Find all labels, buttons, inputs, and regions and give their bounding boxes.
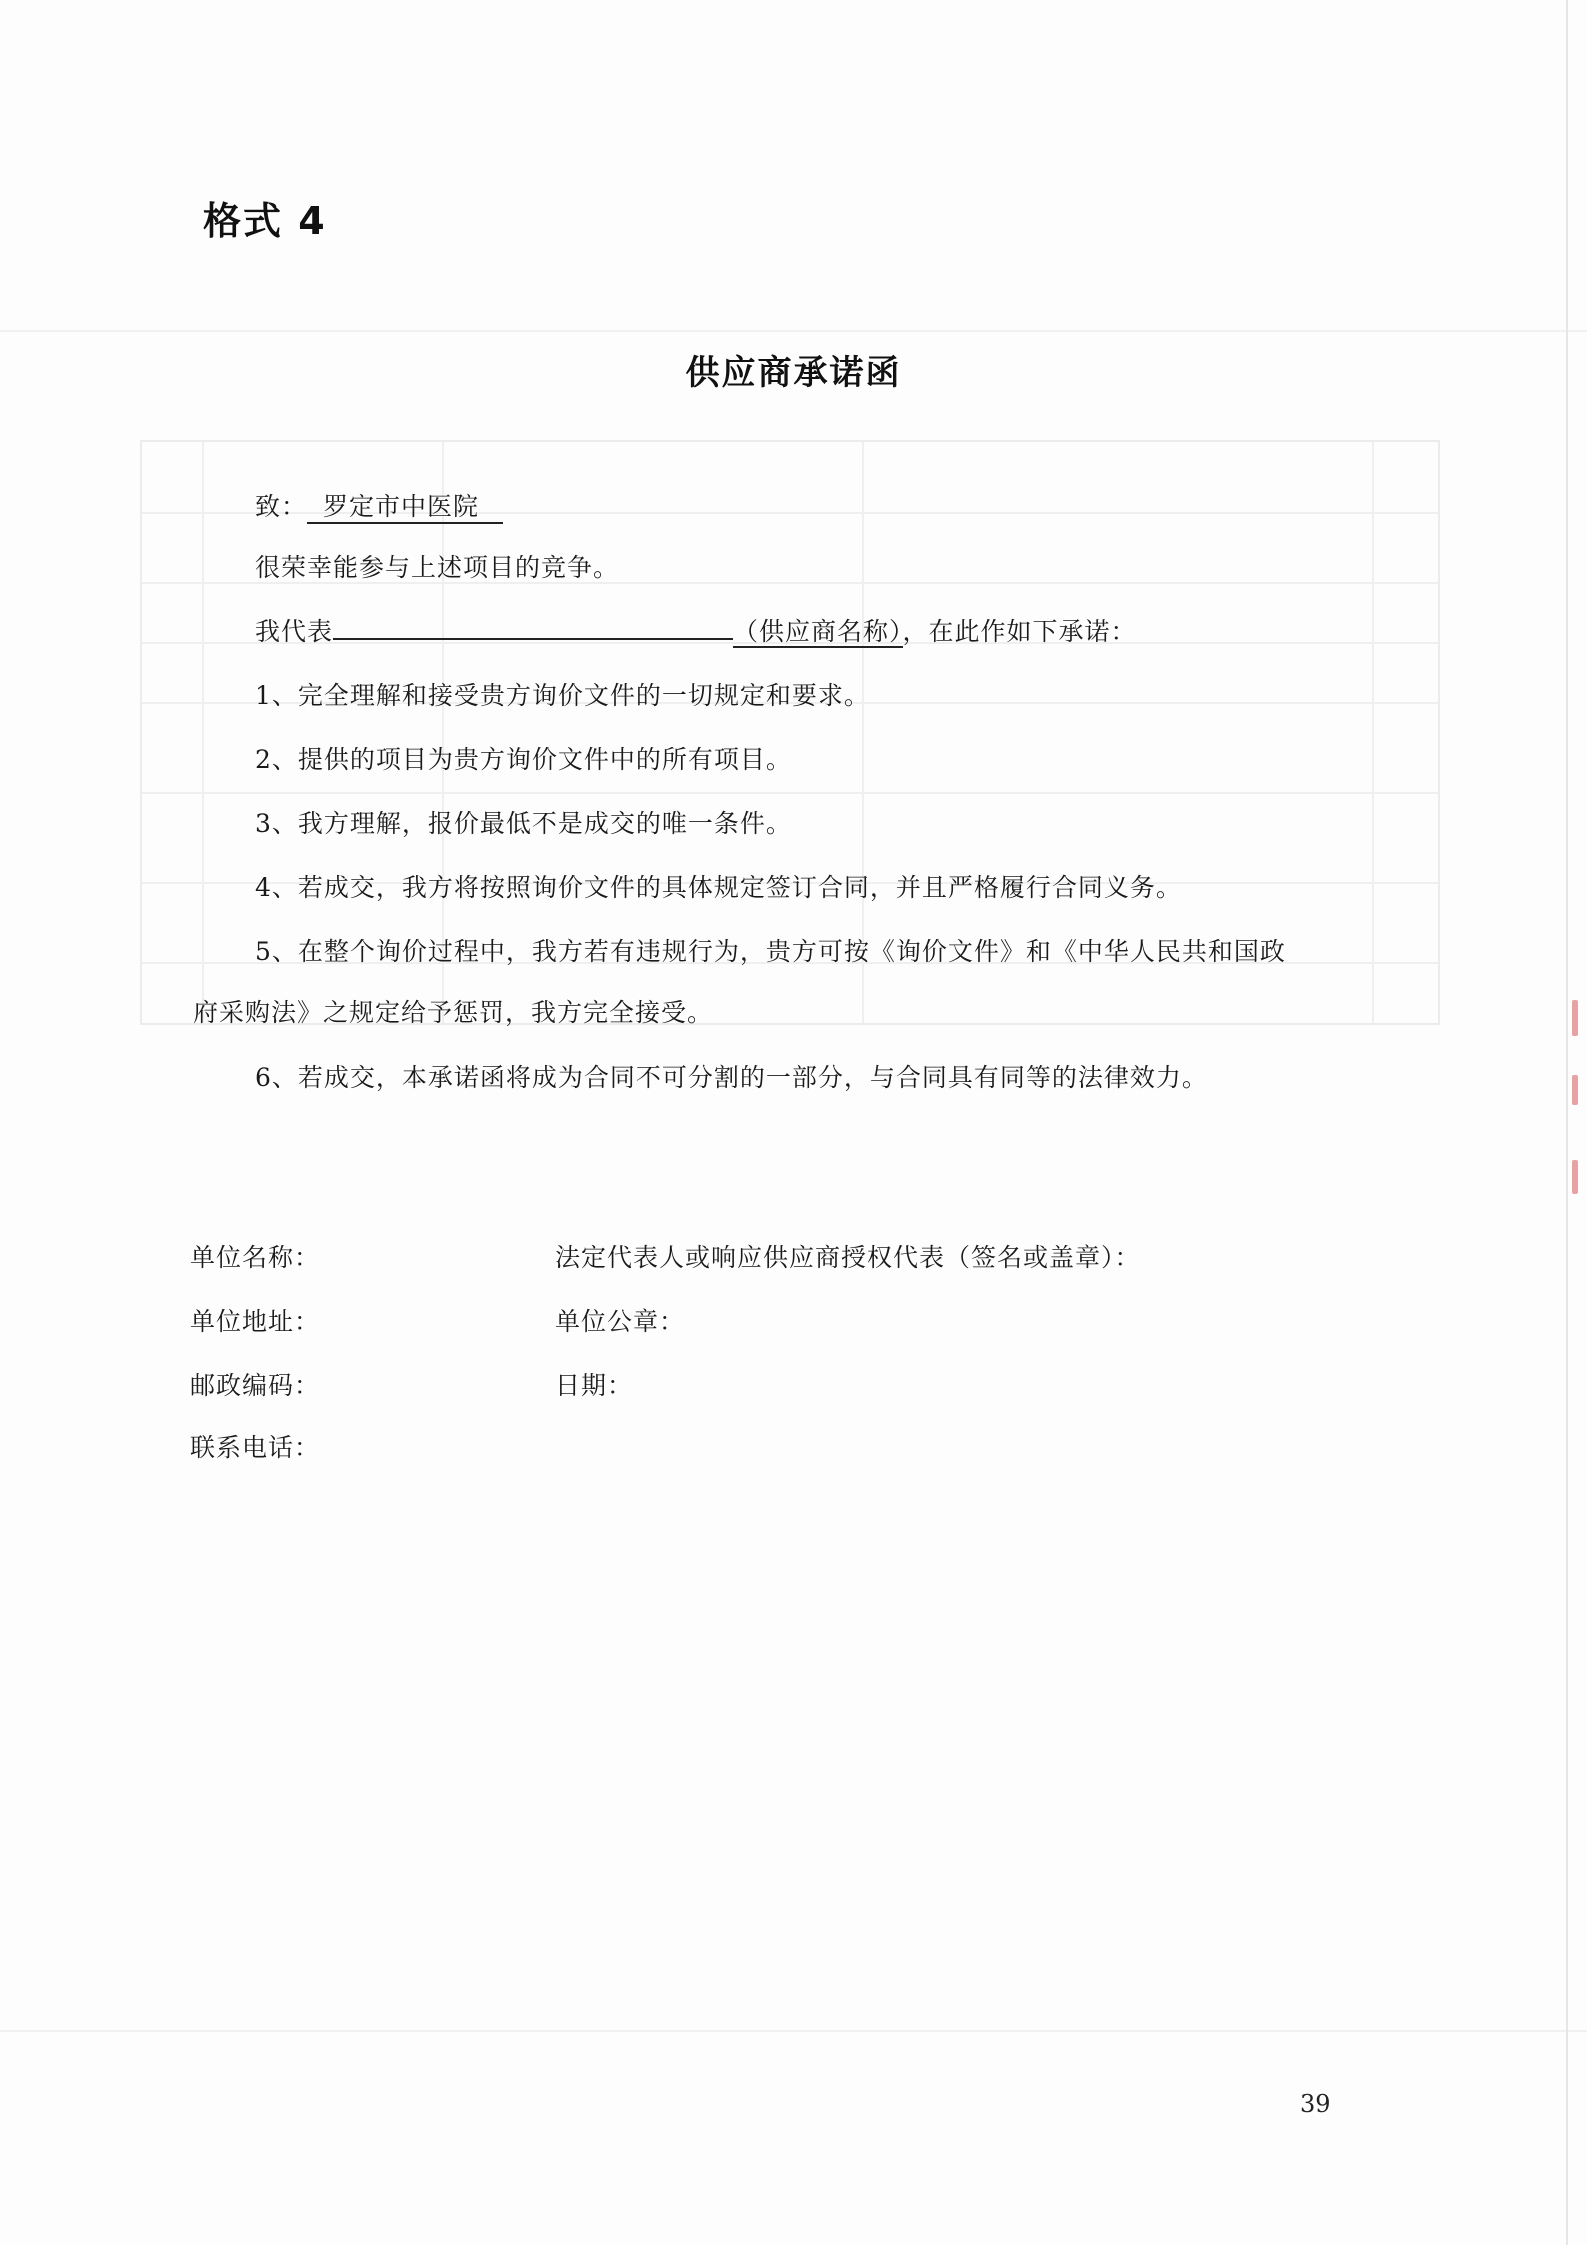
scan-edge-mark (1572, 1000, 1578, 1036)
representative-suffix: ，在此作如下承诺： (902, 617, 1137, 646)
commitment-item: 1、完全理解和接受贵方询价文件的一切规定和要求。 (255, 681, 870, 710)
legal-representative-label: 法定代表人或响应供应商授权代表（签名或盖章）： (555, 1243, 1141, 1272)
scan-artifact-line (0, 330, 1587, 332)
unit-address-label: 单位地址： (190, 1307, 321, 1336)
document-title: 供应商承诺函 (685, 353, 902, 393)
commitment-item: 2、提供的项目为贵方询价文件中的所有项目。 (255, 745, 792, 774)
representative-prefix: 我代表 (255, 617, 334, 646)
format-label: 格式 4 (203, 199, 327, 243)
page-number: 39 (1300, 2090, 1331, 2118)
unit-seal-label: 单位公章： (555, 1307, 686, 1336)
recipient-prefix: 致： (255, 492, 308, 521)
recipient-name: 罗定市中医院 (307, 493, 503, 524)
unit-name-label: 单位名称： (190, 1243, 321, 1272)
scan-edge-line (1566, 0, 1568, 2245)
postal-code-label: 邮政编码： (190, 1371, 321, 1400)
scan-edge-mark (1572, 1075, 1578, 1105)
commitment-item: 6、若成交，本承诺函将成为合同不可分割的一部分，与合同具有同等的法律效力。 (255, 1063, 1208, 1092)
commitment-item: 3、我方理解，报价最低不是成交的唯一条件。 (255, 809, 792, 838)
greeting-line: 很荣幸能参与上述项目的竞争。 (255, 553, 620, 582)
phone-label: 联系电话： (190, 1433, 321, 1462)
commitment-item: 5、在整个询价过程中，我方若有违规行为，贵方可按《询价文件》和《中华人民共和国政 (255, 937, 1286, 966)
supplier-name-hint: （供应商名称） (733, 617, 903, 646)
commitment-item: 4、若成交，我方将按照询价文件的具体规定签订合同，并且严格履行合同义务。 (255, 873, 1182, 902)
supplier-name-blank (333, 614, 733, 640)
scan-edge-mark (1572, 1160, 1578, 1194)
scan-artifact-line (0, 2030, 1587, 2032)
commitment-item-continued: 府采购法》之规定给予惩罚，我方完全接受。 (193, 998, 714, 1027)
date-label: 日期： (555, 1371, 634, 1400)
representative-line (255, 612, 1137, 648)
recipient-line (255, 487, 503, 524)
